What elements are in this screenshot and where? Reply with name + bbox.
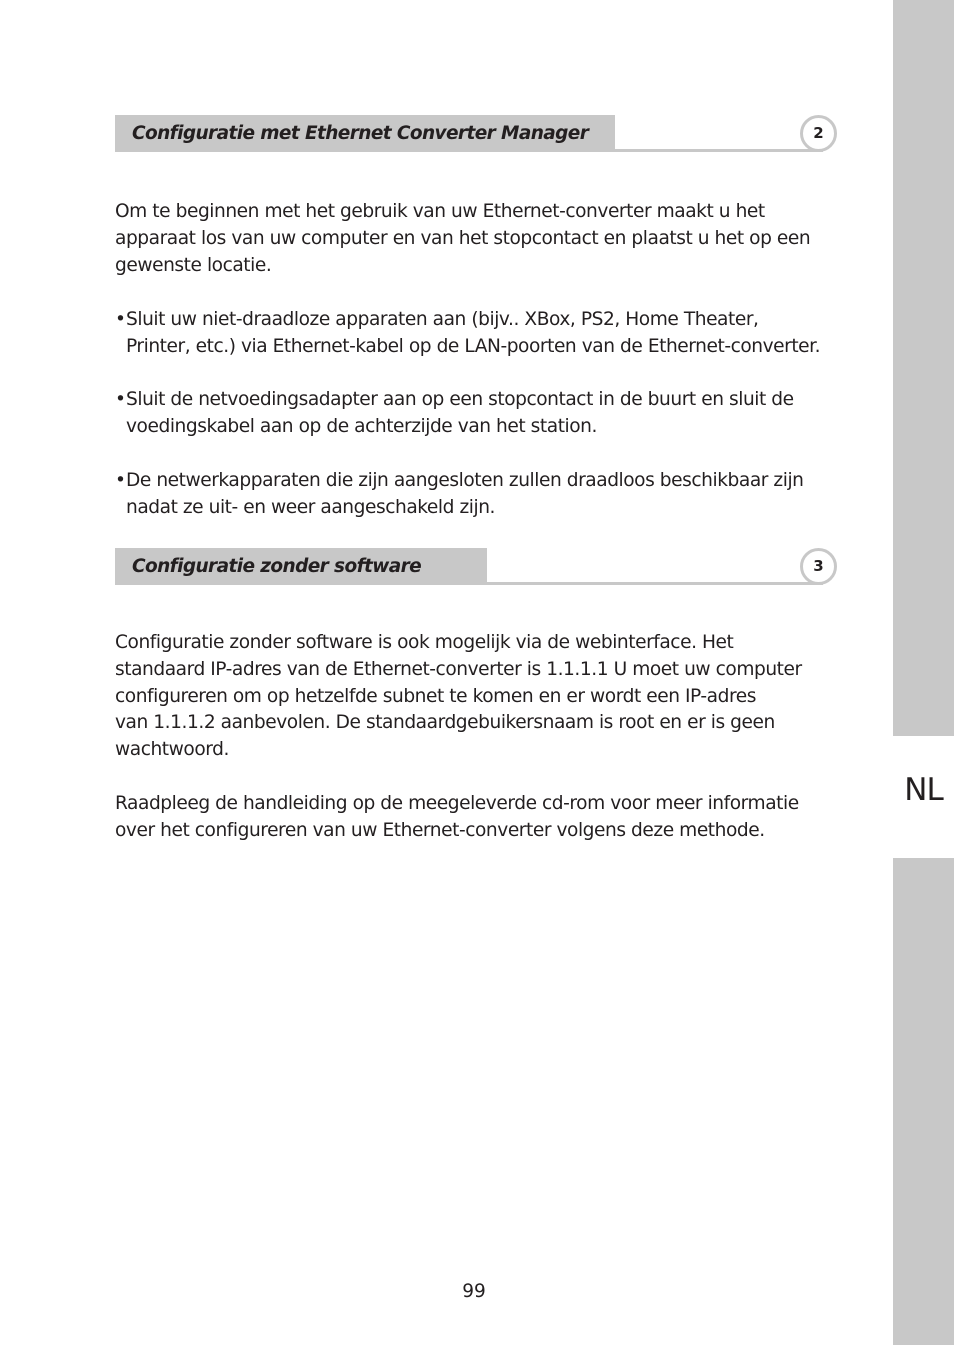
intro-paragraph [115, 199, 845, 279]
bullet-line: De netwerkapparaten die zijn aangesloten zullen draadloos beschikbaar zijn [126, 470, 804, 491]
paragraph-line: apparaat los van uw computer en van het stopcontact en plaatst u het op een [115, 227, 811, 249]
bullet-line: Sluit uw niet-draadloze apparaten aan (bijv.. XBox, PS2, Home Theater, [126, 309, 759, 330]
paragraph-line: wachtwoord. [115, 739, 229, 761]
no-software-paragraph [115, 630, 845, 764]
paragraph-line: over het configureren van uw Ethernet-converter volgens deze methode. [115, 819, 765, 841]
bullet-symbol: • [115, 470, 126, 491]
paragraph-line: standaard IP-adres van de Ethernet-converter is 1.1.1.1 U moet uw computer [115, 658, 802, 680]
language-tab-bottom [893, 858, 954, 1345]
bullet-line: Sluit de netvoedingsadapter aan op een stopcontact in de buurt en sluit de [126, 389, 794, 410]
bullet-item [115, 468, 845, 522]
paragraph-line: Configuratie zonder software is ook mogelijk via de webinterface. Het [115, 632, 734, 653]
section-title: Configuratie zonder software [132, 556, 422, 577]
paragraph-line: Om te beginnen met het gebruik van uw Ethernet-converter maakt u het [115, 201, 765, 222]
bullet-line: Printer, etc.) via Ethernet-kabel op de LAN-poorten van de Ethernet-converter. [126, 335, 821, 357]
step-number-badge: 2 [800, 115, 837, 152]
bullet-line: nadat ze uit- en weer aangeschakeld zijn. [126, 496, 495, 518]
bullet-item [115, 307, 845, 361]
language-tab-top [893, 0, 954, 736]
step-number-badge: 3 [800, 548, 837, 585]
section-header-step-3 [115, 548, 837, 586]
section-title: Configuratie met Ethernet Converter Manager [132, 123, 589, 144]
bullet-item [115, 387, 845, 441]
section-rule [615, 149, 823, 152]
bullet-symbol: • [115, 309, 126, 330]
section-title-bar [115, 115, 615, 152]
paragraph-line: gewenste locatie. [115, 254, 272, 276]
paragraph-line: van 1.1.1.2 aanbevolen. De standaardgebuikersnaam is root en er is geen [115, 712, 775, 734]
paragraph-line: configureren om op hetzelfde subnet te komen en er wordt een IP-adres [115, 685, 756, 707]
page-number: 99 [462, 1281, 486, 1302]
bullet-line: voedingskabel aan op de achterzijde van het station. [126, 415, 597, 437]
paragraph-line: Raadpleeg de handleiding op de meegeleverde cd-rom voor meer informatie [115, 793, 799, 814]
language-label: NL [904, 772, 943, 808]
manual-paragraph [115, 791, 845, 845]
bullet-symbol: • [115, 389, 126, 410]
section-title-bar [115, 548, 487, 585]
section-header-step-2 [115, 115, 837, 153]
section-rule [487, 582, 823, 585]
